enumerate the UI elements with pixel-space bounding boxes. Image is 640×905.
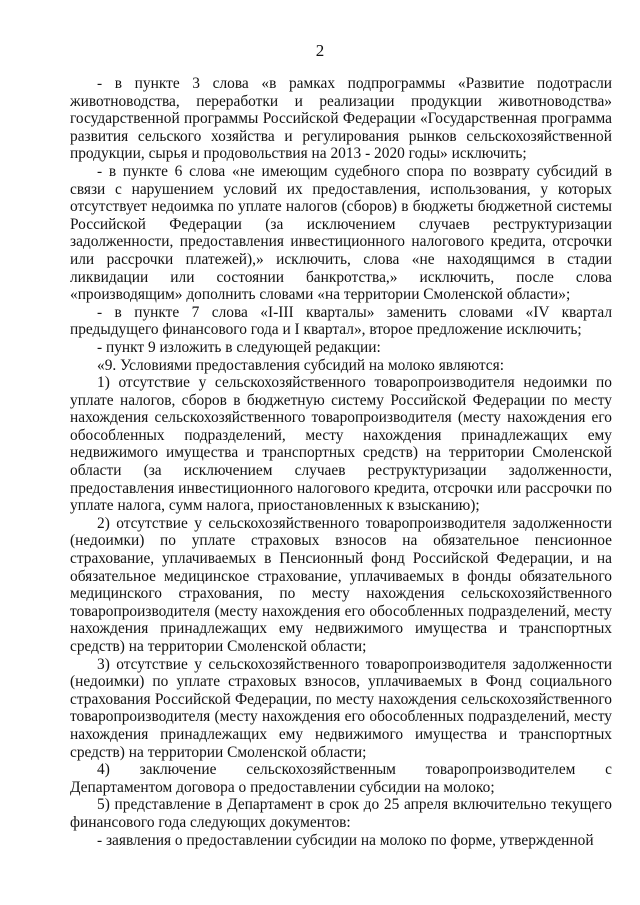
paragraph-condition-2: 2) отсутствие у сельскохозяйственного товаропроизводителя задолженности (недоимки) по уплате страховых взносов на обязательное пенсионное страхование, уплачиваемых в Пенсионный фонд Российской Федерации, и на обязательное медицинское страхование, уплачиваемых в фонды обязательного медицинского страхования, по месту нахождения сельскохозяйственного товаропроизводителя (месту нахождения его обособленных подразделений, месту нахождения принадлежащих ему недвижимого имущества и транспортных средств) на территории Смоленской области; [70,514,612,655]
paragraph-item-7-amendment: - в пункте 7 слова «I-III кварталы» заменить словами «IV квартал предыдущего финансового года и I квартал», второе предложение исключить; [70,303,612,339]
paragraph-item-3-amendment: - в пункте 3 слова «в рамках подпрограммы «Развитие подотрасли животноводства, переработки и реализации продукции животноводства» государственной программы Российской Федерации «Государственная программа развития сельского хозяйства и регулирования рынков сельскохозяйственной продукции, сырья и продовольствия на 2013 - 2020 годы» исключить; [70,75,612,163]
paragraph-condition-5: 5) представление в Департамент в срок до 25 апреля включительно текущего финансового года следующих документов: [70,796,612,831]
paragraph-application-form: - заявления о предоставлении субсидии на молоко по форме, утвержденной [97,831,594,849]
document-body [70,75,612,849]
page-number: 2 [315,41,325,60]
paragraph-conditions-heading: «9. Условиями предоставления субсидий на молоко являются: [97,356,504,374]
paragraph-condition-3: 3) отсутствие у сельскохозяйственного товаропроизводителя задолженности (недоимки) по уплате страховых взносов, уплачиваемых в Фонд социального страхования Российской Федерации, по месту нахождения сельскохозяйственного товаропроизводителя (месту нахождения его обособленных подразделений, месту нахождения принадлежащих ему недвижимого имущества и транспортных средств) на территории Смоленской области; [70,655,612,761]
paragraph-item-6-amendment: - в пункте 6 слова «не имеющим судебного спора по возврату субсидий в связи с нарушением условий их предоставления, использования, у которых отсутствует недоимка по уплате налогов (сборов) в бюджеты бюджетной системы Российской Федерации (за исключением случаев реструктуризации задолженности, предоставления инвестиционного налогового кредита, отсрочки или рассрочки платежей),» исключить, слова «не находящимся в стадии ликвидации или состоянии банкротства,» исключить, после слова «производящим» дополнить словами «на территории Смоленской области»; [70,162,612,304]
paragraph-item-9-intro: - пункт 9 изложить в следующей редакции: [97,338,381,356]
paragraph-condition-1: 1) отсутствие у сельскохозяйственного товаропроизводителя недоимки по уплате налогов, сборов в бюджетную систему Российской Федерации по месту нахождения сельскохозяйственного товаропроизводителя (месту нахождения его обособленных подразделений, месту нахождения принадлежащих ему недвижимого имущества и транспортных средств) на территории Смоленской области (за исключением случаев реструктуризации задолженности, предоставления инвестиционного налогового кредита, отсрочки или рассрочки по уплате налога, сумм налога, приостановленных к взысканию); [70,374,612,515]
paragraph-condition-4: 4) заключение сельскохозяйственным товаропроизводителем с Департаментом договора о предоставлении субсидии на молоко; [70,761,612,796]
